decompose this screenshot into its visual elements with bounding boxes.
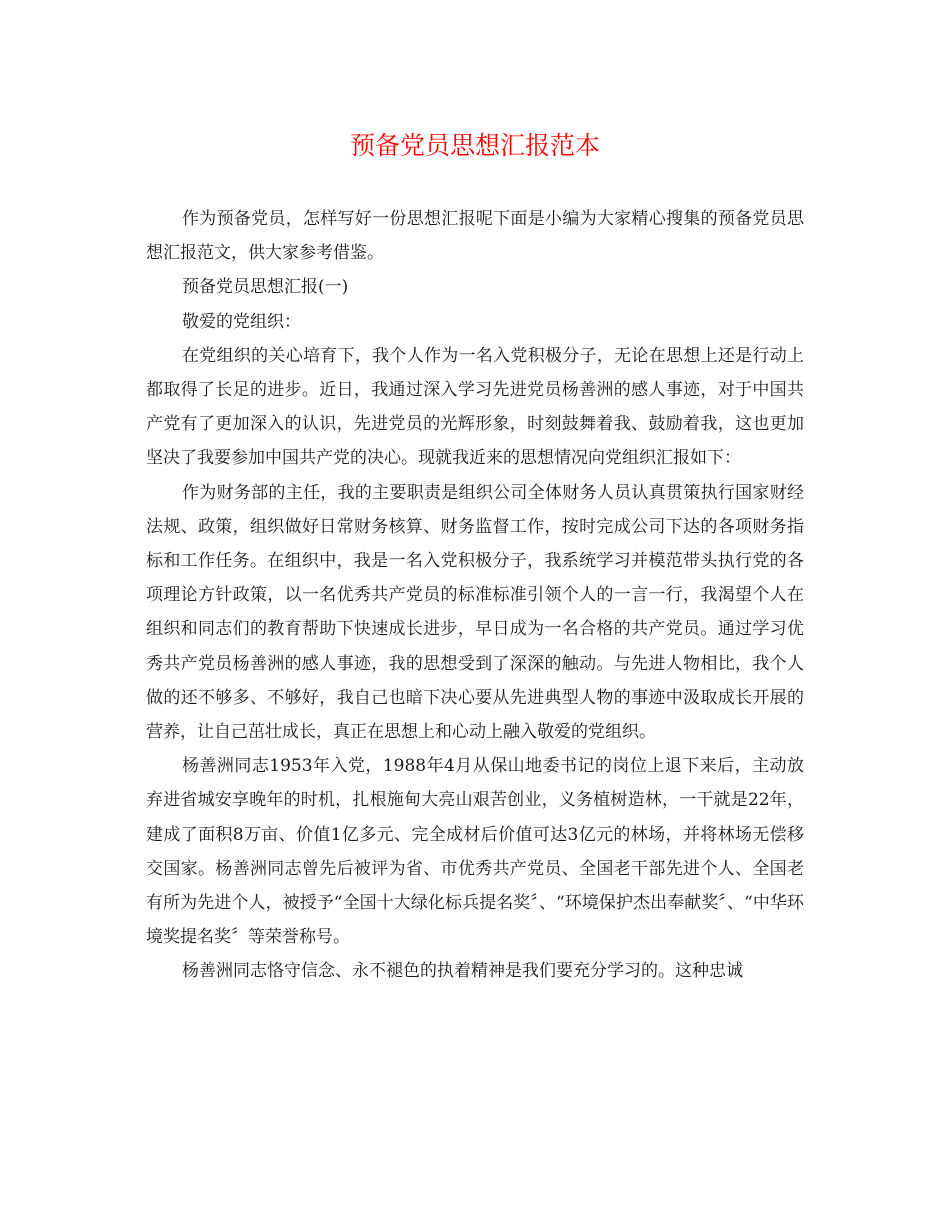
body-paragraph: 作为财务部的主任，我的主要职责是组织公司全体财务人员认真贯策执行国家财经法规、政策，组织做好日常财务核算、财务监督工作，按时完成公司下达的各项财务指标和工作任务。在组织中，我是一名入党积极分子，我系统学习并模范带头执行党的各项理论方针政策，以一名优秀共产党员的标准标准引领个人的一言一行，我渴望个人在组织和同志们的教育帮助下快速成长进步，早日成为一名合格的共产党员。通过学习优秀共产党员杨善洲的感人事迹，我的思想受到了深深的触动。与先进人物相比，我个人做的还不够多、不够好，我自己也暗下决心要从先进典型人物的事迹中汲取成长开展的营养，让自己茁壮成长，真正在思想上和心动上融入敬爱的党组织。 <box>146 482 804 743</box>
document-body <box>146 202 804 989</box>
body-paragraph: 杨善洲同志1953年入党，1988年4月从保山地委书记的岗位上退下来后，主动放弃进省城安享晚年的时机，扎根施甸大亮山艰苦创业，义务植树造林，一干就是22年，建成了面积8万亩、价值1亿多元、完全成材后价值可达3亿元的林场，并将林场无偿移交国家。杨善洲同志曾先后被评为省、市优秀共产党员、全国老干部先进个人、全国老有所为先进个人，被授予“全国十大绿化标兵提名奖〞、“环境保护杰出奉献奖〞、“中华环境奖提名奖〞等荣誉称号。 <box>146 756 804 948</box>
body-paragraph: 在党组织的关心培育下，我个人作为一名入党积极分子，无论在思想上还是行动上都取得了长足的进步。近日，我通过深入学习先进党员杨善洲的感人事迹，对于中国共产党有了更加深入的认识，先进党员的光辉形象，时刻鼓舞着我、鼓励着我，这也更加坚决了我要参加中国共产党的决心。现就我近来的思想情况向党组织汇报如下： <box>146 345 804 469</box>
document-title: 预备党员思想汇报范本 <box>349 131 600 160</box>
intro-paragraph: 作为预备党员，怎样写好一份思想汇报呢下面是小编为大家精心搜集的预备党员思想汇报范文，供大家参考借鉴。 <box>146 209 804 264</box>
section-heading: 预备党员思想汇报(一) <box>182 277 349 298</box>
body-paragraph: 杨善洲同志恪守信念、永不褪色的执着精神是我们要充分学习的。这种忠诚 <box>182 961 743 982</box>
salutation: 敬爱的党组织： <box>182 311 301 332</box>
